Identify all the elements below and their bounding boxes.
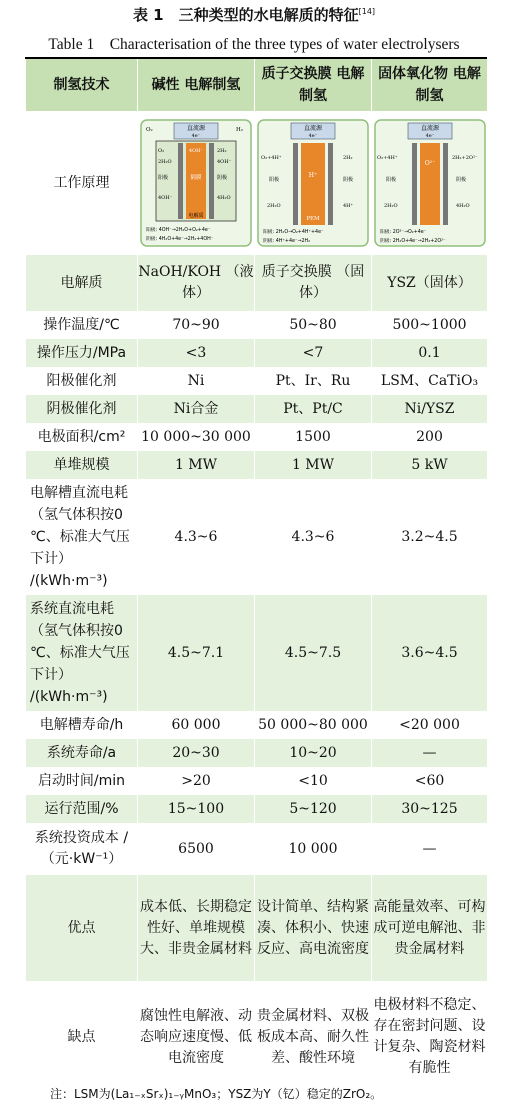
alk-anode-label: 阳极 [158,175,169,181]
cell-cell-life-pem: 50 000~80 000 [255,711,372,739]
pem-anode-label: 阳极 [269,177,280,183]
label-cathode-catalyst: 阴极催化剂 [26,395,138,423]
label-pressure: 操作压力/MPa [26,339,138,367]
row-system-energy [26,595,488,711]
alk-4oh-right: 4OH⁻ [217,159,232,165]
cell-sys-energy-alk: 4.5~7.1 [138,595,255,711]
header-pem [255,59,372,111]
cell-startup-pem: <10 [255,767,372,795]
cell-pros-alk: 成本低、长期稳定性好、单堆规模大、非贵金属材料 [138,875,255,981]
label-system-energy: 系统直流电耗（氢气体积按0 ℃、标准大气压下计） /(kWh·m⁻³) [26,595,138,711]
header-pem-label: 质子交换膜 电解制氢 [261,66,365,104]
cell-cons-soe: 电极材料不稳定、存在密封问题、设计复杂、陶瓷材料有脆性 [372,981,488,1093]
alkaline-diagram [140,119,252,247]
cell-pros-pem: 设计简单、结构紧凑、体积小、快速反应、高电流密度 [255,875,372,981]
title-ref: [14] [358,7,376,16]
label-disadvantages: 缺点 [26,981,138,1093]
soe-eq-cathode: 阴极: 2H₂O+4e⁻→2H₂+2O²⁻ [379,239,446,244]
cell-anode-pem: Pt、Ir、Ru [255,367,372,395]
alk-2h2o-left: 2H₂O [158,159,172,165]
row-principle [26,111,488,255]
alk-o2-top: O₂ [146,127,153,133]
row-stack-scale [26,451,488,479]
alk-4oh-left: 4OH⁻ [158,195,173,201]
pem-source-label: 直流源 [303,125,323,132]
alk-2h2-right: 2H₂ [217,148,227,154]
header-tech-label: 制氢技术 [53,77,110,93]
cell-cost-pem: 10 000 [255,823,372,875]
cell-startup-alk: >20 [138,767,255,795]
soe-diagram [374,119,486,247]
table-footnote: 注：LSM为(La₁₋ₓSrₓ)₁₋ᵧMnO₃；YSZ为Y（钇）稳定的ZrO₂。 [50,1087,383,1101]
header-row [26,59,488,111]
title-text: 表 1 三种类型的水电解质的特征 [132,6,359,24]
row-electrolyte [26,255,488,311]
cell-temp-alk: 70~90 [138,311,255,339]
row-system-life [26,739,488,767]
alk-eq-cathode: 阴极: 4H₂O+4e⁻→2H₂+4OH⁻ [146,237,214,242]
cell-cell-life-soe: <20 000 [372,711,488,739]
cell-area-alk: 10 000~30 000 [138,423,255,451]
alk-eq-anode: 阳极: 4OH⁻→2H₂O+O₂+4e⁻ [146,228,211,233]
header-tech [26,59,138,111]
label-cell-energy: 电解槽直流电耗（氢气体积按0 ℃、标准大气压下计） /(kWh·m⁻³) [26,479,138,595]
alk-4h2o-right: 4H₂O [217,195,231,201]
soe-cathode-label: 阴极 [455,177,466,183]
cell-sys-energy-soe: 3.6~4.5 [372,595,488,711]
alk-cathode-label: 阴极 [217,175,228,181]
diagram-soe-cell [372,111,488,255]
cell-temp-soe: 500~1000 [372,311,488,339]
label-principle: 工作原理 [26,111,138,255]
row-cathode-catalyst [26,395,488,423]
label-electrode-area: 电极面积/cm² [26,423,138,451]
cell-pressure-pem: <7 [255,339,372,367]
soe-4h2o-label: 4H₂O [455,203,470,209]
cell-cathode-alk: Ni合金 [138,395,255,423]
cell-cost-soe: — [372,823,488,875]
label-electrolyte: 电解质 [26,255,138,311]
alk-separator-label: 隔膜 [190,175,202,181]
cell-electrolyte-soe: YSZ（固体） [372,255,488,311]
row-operating-range [26,795,488,823]
cell-startup-soe: <60 [372,767,488,795]
header-soe [372,59,488,111]
cell-area-soe: 200 [372,423,488,451]
soe-anode-label: 阳极 [385,177,396,183]
soe-electrons-label: 4e⁻ [425,133,434,139]
cell-cathode-soe: Ni/YSZ [372,395,488,423]
row-startup [26,767,488,795]
pem-cathode-label: 阴极 [343,177,354,183]
cell-pros-soe: 高能量效率、可构成可逆电解池、非贵金属材料 [372,875,488,981]
label-cost: 系统投资成本 /（元·kW⁻¹） [26,823,138,875]
diagram-pem-cell [255,111,372,255]
label-stack-scale: 单堆规模 [26,451,138,479]
row-cost [26,823,488,875]
row-disadvantages [26,981,488,1093]
soe-source-label: 直流源 [420,125,439,132]
cell-cell-energy-pem: 4.3~6 [255,479,372,595]
alk-electrolyte-label: 电解质 [188,213,204,219]
cell-pressure-alk: <3 [138,339,255,367]
alk-electrons-label: 4e⁻ [191,133,201,139]
pem-eq-anode: 阳极: 2H₂O→O₂+4H⁺+4e⁻ [263,230,324,235]
cell-anode-alk: Ni [138,367,255,395]
cell-cost-alk: 6500 [138,823,255,875]
soe-ion-label: O²⁻ [424,160,435,167]
label-startup: 启动时间/min [26,767,138,795]
header-alkaline [138,59,255,111]
header-alkaline-label: 碱性 电解制氢 [151,77,241,93]
table-title-cn [0,4,508,25]
label-temperature: 操作温度/℃ [26,311,138,339]
alk-4oh-center: 4OH⁻ [188,148,204,154]
row-temperature [26,311,488,339]
cell-sys-life-alk: 20~30 [138,739,255,767]
cell-pressure-soe: 0.1 [372,339,488,367]
header-soe-label: 固体氧化物 电解制氢 [378,66,481,104]
pem-membrane-label: PEM [306,216,320,222]
electrolyser-table [25,59,488,1093]
cell-range-pem: 5~120 [255,795,372,823]
pem-2h2o-label: 2H₂O [267,203,281,209]
cell-anode-soe: LSM、CaTiO₃ [372,367,488,395]
pem-diagram [257,119,369,247]
cell-electrolyte-alk: NaOH/KOH （液体） [138,255,255,311]
diagram-alkaline-cell [138,111,255,255]
row-anode-catalyst [26,367,488,395]
cell-sys-energy-pem: 4.5~7.5 [255,595,372,711]
cell-cell-energy-alk: 4.3~6 [138,479,255,595]
soe-2h2o-label: 2H₂O [383,203,398,209]
cell-electrolyte-pem: 质子交换膜 （固体） [255,255,372,311]
cell-cons-alk: 腐蚀性电解液、动态响应速度慢、低电流密度 [138,981,255,1093]
alk-o2-left: O₂ [158,148,165,154]
cell-cell-energy-soe: 3.2~4.5 [372,479,488,595]
label-system-life: 系统寿命/a [26,739,138,767]
alk-h2-top: H₂ [236,127,244,133]
pem-4h-label: 4H⁺ [343,203,354,209]
pem-o2-label: O₂+4H⁺ [261,155,282,161]
cell-stack-pem: 1 MW [255,451,372,479]
cell-stack-soe: 5 kW [372,451,488,479]
cell-stack-alk: 1 MW [138,451,255,479]
row-cell-energy [26,479,488,595]
soe-eq-anode: 阳极: 2O²⁻→O₂+4e⁻ [379,230,426,235]
row-electrode-area [26,423,488,451]
soe-h2-label: 2H₂+2O²⁻ [451,155,478,161]
table-title-en: Table 1 Characterisation of the three types of water electrolysers [48,36,460,53]
cell-temp-pem: 50~80 [255,311,372,339]
cell-cell-life-alk: 60 000 [138,711,255,739]
label-anode-catalyst: 阳极催化剂 [26,367,138,395]
pem-electrons-label: 4e⁻ [308,133,318,139]
alk-source-label: 直流源 [186,125,206,132]
cell-area-pem: 1500 [255,423,372,451]
cell-range-soe: 30~125 [372,795,488,823]
cell-cons-pem: 贵金属材料、双极板成本高、耐久性差、酸性环境 [255,981,372,1093]
label-operating-range: 运行范围/% [26,795,138,823]
cell-sys-life-pem: 10~20 [255,739,372,767]
row-advantages [26,875,488,981]
soe-o2-label: O₂+4H⁺ [376,155,397,161]
cell-sys-life-soe: — [372,739,488,767]
cell-range-alk: 15~100 [138,795,255,823]
row-cell-life [26,711,488,739]
label-advantages: 优点 [26,875,138,981]
cell-cathode-pem: Pt、Pt/C [255,395,372,423]
row-pressure [26,339,488,367]
pem-ion-label: H⁺ [308,172,318,179]
pem-eq-cathode: 阴极: 4H⁺+4e⁻→2H₂ [263,239,311,244]
pem-h2-label: 2H₂ [343,155,353,161]
label-cell-life: 电解槽寿命/h [26,711,138,739]
